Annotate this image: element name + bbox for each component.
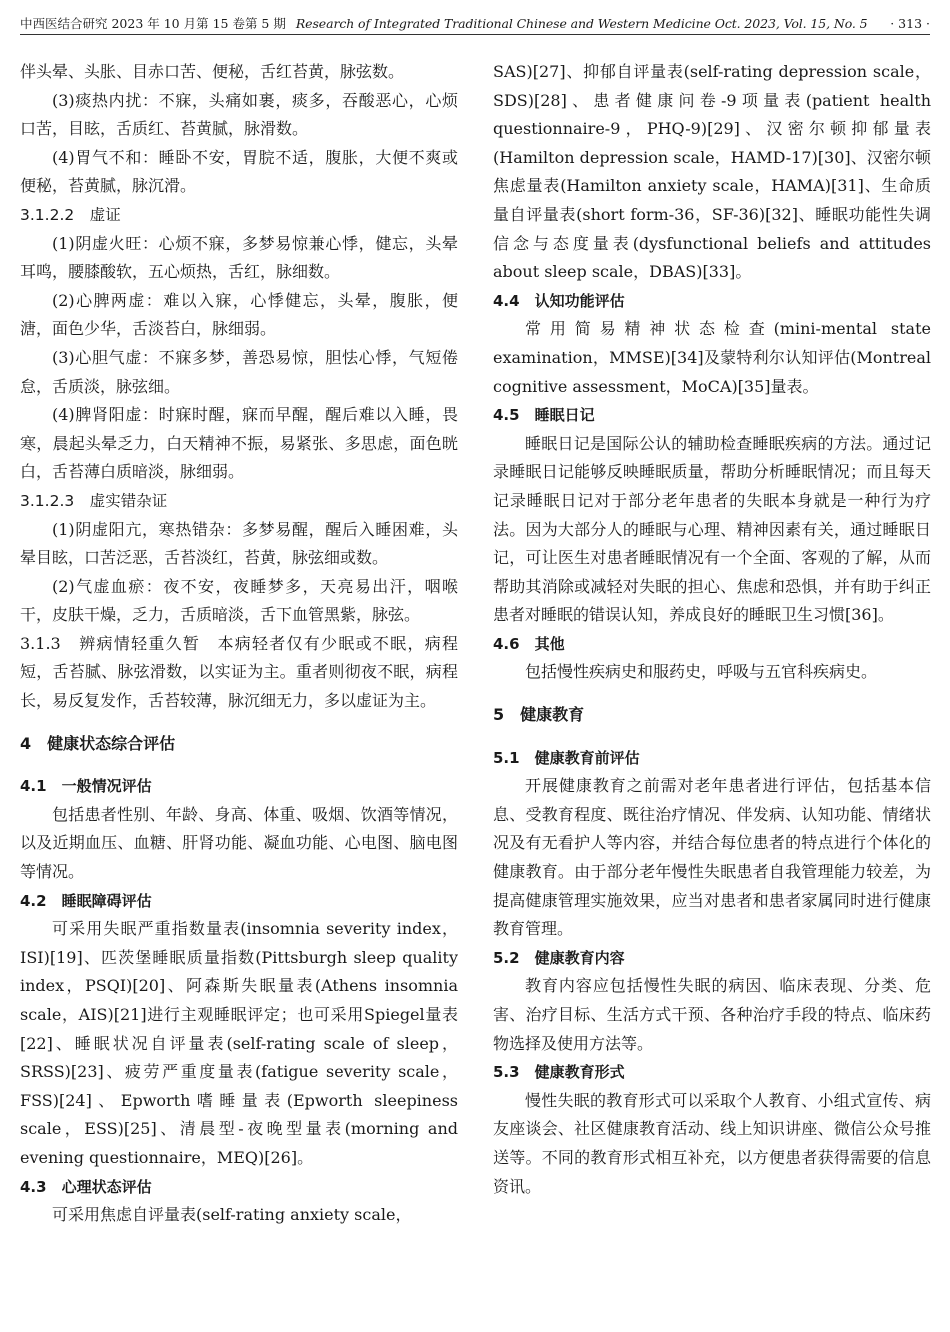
- paragraph: (2)气虚血瘀：夜不安，夜睡梦多，天亮易出汗，咽喉干，皮肤干燥，乏力，舌质暗淡，舌下血管黑紫，脉弦。: [20, 576, 458, 625]
- section-heading: 4 健康状态综合评估: [20, 733, 176, 753]
- paragraph: (3)心胆气虚：不寐多梦，善恐易惊，胆怯心悸，气短倦怠，舌质淡，脉弦细。: [20, 347, 458, 396]
- paragraph: 教育内容应包括慢性失眠的病因、临床表现、分类、危害、治疗目标、生活方式干预、各种治疗手段的特点、临床药物选择及使用方法等。: [493, 976, 931, 1053]
- section-heading: 4.3 心理状态评估: [20, 1177, 152, 1196]
- journal-title-cn: 中西医结合研究 2023 年 10 月第 15 卷第 5 期: [20, 16, 286, 31]
- paragraph: (4)脾肾阳虚：时寐时醒，寐而早醒，醒后难以入睡，畏寒，晨起头晕乏力，白天精神不振，易紧张、多思虑，面色晄白，舌苔薄白质暗淡，脉细弱。: [20, 405, 458, 482]
- journal-title-en: Research of Integrated Traditional Chinese and Western Medicine Oct. 2023, Vol. 15, No. 5: [295, 15, 868, 31]
- section-heading: 4.6 其他: [493, 634, 565, 653]
- paragraph: 3.1.3 辨病情轻重久暂 本病轻者仅有少眠或不眠，病程短，舌苔腻、脉弦滑数，以实证为主。重者则彻夜不眠，病程长，易反复发作，舌苔较薄，脉沉细无力，多以虚证为主。: [20, 633, 458, 711]
- paragraph: 伴头晕、头胀、目赤口苦、便秘，舌红苔黄，脉弦数。: [20, 62, 405, 81]
- paragraph: 可采用失眠严重指数量表(insomnia severity index，ISI)[19]、匹茨堡睡眠质量指数(Pittsburgh sleep quality index，PSQI)[20]、阿森斯失眠量表(Athens insomnia scale，AIS)[21]进行主观睡眠评定；也可采用Spiegel量表[22]、睡眠状况自评量表(self-rating scale of sleep，SRSS)[23]、疲劳严重度量表(fatigue severity scale，FSS)[24]、Epworth嗜睡量表(Epworth sleepiness scale，ESS)[25]、清晨型-夜晚型量表(morning and evening questionnaire，MEQ)[26]。: [20, 919, 458, 1167]
- section-heading: 3.1.2.3 虚实错杂证: [20, 491, 168, 510]
- paragraph: (3)痰热内扰：不寐，头痛如裹，痰多，吞酸恶心，心烦口苦，目眩，舌质红、苔黄腻，脉滑数。: [20, 90, 458, 139]
- section-heading: 5.3 健康教育形式: [493, 1063, 625, 1082]
- paragraph: 包括患者性别、年龄、身高、体重、吸烟、饮酒等情况，以及近期血压、血糖、肝肾功能、凝血功能、心电图、脑电图等情况。: [20, 804, 458, 882]
- right-column: [493, 58, 931, 1201]
- paragraph: 开展健康教育之前需对老年患者进行评估，包括基本信息、受教育程度、既往治疗情况、伴发病、认知功能、情绪状况及有无看护人等内容，并结合每位患者的特点进行个体化的健康教育。由于部分老年慢性失眠患者自我管理能力较差，为提高健康管理实施效果，应当对患者和患者家属同时进行健康教育管理。: [493, 776, 931, 939]
- paragraph: 睡眠日记是国际公认的辅助检查睡眠疾病的方法。通过记录睡眠日记能够反映睡眠质量，帮助分析睡眠情况；而且每天记录睡眠日记对于部分老年患者的失眠本身就是一种行为疗法。因为大部分人的睡眠与心理、精神因素有关，通过睡眠日记，可让医生对患者睡眠情况有一个全面、客观的了解，从而帮助其消除或减轻对失眠的担心、焦虑和恐惧，并有助于纠正患者对睡眠的错误认知，养成良好的睡眠卫生习惯[36]。: [493, 433, 931, 625]
- section-heading: 5 健康教育: [493, 705, 585, 725]
- paragraph: SAS)[27]、抑郁自评量表(self-rating depression scale，SDS)[28]、患者健康问卷-9项量表(patient health questionnaire-9，PHQ-9)[29]、汉密尔顿抑郁量表(Hamilton depression scale，HAMD-17)[30]、汉密尔顿焦虑量表(Hamilton anxiety scale，HAMA)[31]、生命质量自评量表(short form-36，SF-36)[32]、睡眠功能性失调信念与态度量表(dysfunctional beliefs and attitudes about sleep scale，DBAS)[33]。: [493, 62, 931, 282]
- section-heading: 3.1.2.2 虚证: [20, 205, 121, 224]
- page-number: · 313 ·: [890, 15, 930, 31]
- paragraph: 慢性失眠的教育形式可以采取个人教育、小组式宣传、病友座谈会、社区健康教育活动、线上知识讲座、微信公众号推送等。不同的教育形式相互补充，以方便患者获得需要的信息资讯。: [493, 1090, 931, 1196]
- paragraph: 可采用焦虑自评量表(self-rating anxiety scale，: [52, 1205, 412, 1225]
- left-column: [20, 58, 458, 1230]
- section-heading: 4.1 一般情况评估: [20, 777, 152, 796]
- paragraph: (2)心脾两虚：难以入寐，心悸健忘，头晕，腹胀，便溏，面色少华，舌淡苔白，脉细弱。: [20, 290, 458, 339]
- paragraph: 常用简易精神状态检查(mini-mental state examination，MMSE)[34]及蒙特利尔认知评估(Montreal cognitive assessment，MoCA)[35]量表。: [493, 319, 931, 396]
- section-heading: 4.4 认知功能评估: [493, 291, 625, 310]
- section-heading: 4.5 睡眠日记: [493, 406, 595, 425]
- section-heading: 5.1 健康教育前评估: [493, 748, 640, 767]
- paragraph: (4)胃气不和：睡卧不安，胃脘不适，腹胀，大便不爽或便秘，苔黄腻，脉沉滑。: [20, 147, 458, 196]
- running-header: [20, 12, 930, 35]
- paragraph: (1)阴虚火旺：心烦不寐，多梦易惊兼心悸，健忘，头晕耳鸣，腰膝酸软，五心烦热，舌红，脉细数。: [20, 233, 458, 282]
- paragraph: 包括慢性疾病史和服药史，呼吸与五官科疾病史。: [525, 662, 878, 682]
- section-heading: 5.2 健康教育内容: [493, 948, 625, 967]
- paragraph: (1)阴虚阳亢，寒热错杂：多梦易醒，醒后入睡困难，头晕目眩，口苦泛恶，舌苔淡红，苔黄，脉弦细或数。: [20, 519, 458, 568]
- section-heading: 4.2 睡眠障碍评估: [20, 891, 152, 910]
